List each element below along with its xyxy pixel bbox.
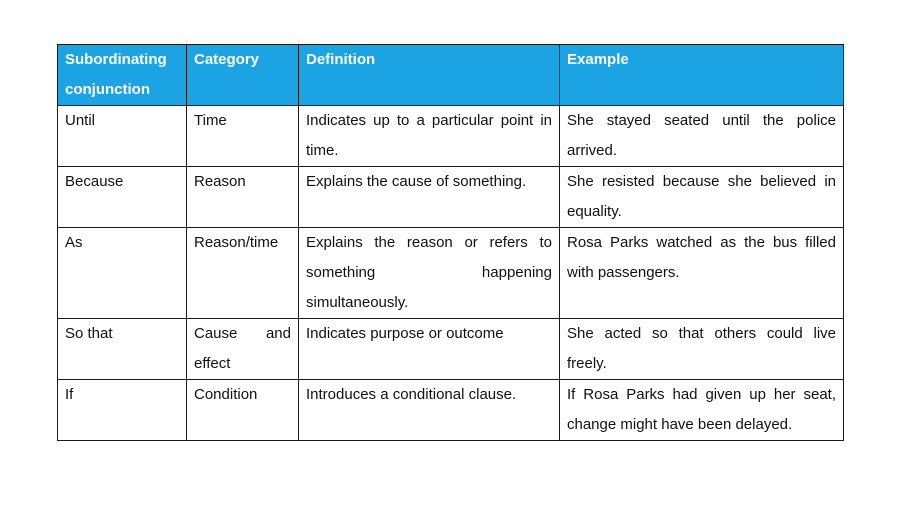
cell-definition: Explains the cause of something. <box>299 167 560 228</box>
cell-category: Cause and effect <box>187 319 299 380</box>
cell-example: If Rosa Parks had given up her seat, change might have been delayed. <box>560 380 844 441</box>
cell-conjunction: If <box>58 380 187 441</box>
cell-conjunction: As <box>58 228 187 319</box>
conjunction-table <box>57 44 844 441</box>
cell-definition: Indicates purpose or outcome <box>299 319 560 380</box>
table-header-row <box>58 45 844 106</box>
cell-category: Condition <box>187 380 299 441</box>
table-row <box>58 228 844 319</box>
cell-example: She resisted because she believed in equality. <box>560 167 844 228</box>
table-row <box>58 167 844 228</box>
cell-definition: Explains the reason or refers to something happening simultaneously. <box>299 228 560 319</box>
table-row <box>58 106 844 167</box>
cell-category: Reason <box>187 167 299 228</box>
cell-conjunction: Until <box>58 106 187 167</box>
header-example: Example <box>560 45 844 106</box>
table-row <box>58 380 844 441</box>
cell-conjunction: Because <box>58 167 187 228</box>
cell-example: Rosa Parks watched as the bus filled with passengers. <box>560 228 844 319</box>
cell-definition: Introduces a conditional clause. <box>299 380 560 441</box>
cell-conjunction: So that <box>58 319 187 380</box>
cell-category: Time <box>187 106 299 167</box>
cell-definition: Indicates up to a particular point in time. <box>299 106 560 167</box>
cell-category: Reason/time <box>187 228 299 319</box>
header-category: Category <box>187 45 299 106</box>
cell-example: She acted so that others could live freely. <box>560 319 844 380</box>
header-conjunction: Subordinating conjunction <box>58 45 187 106</box>
cell-example: She stayed seated until the police arrived. <box>560 106 844 167</box>
table-row <box>58 319 844 380</box>
header-definition: Definition <box>299 45 560 106</box>
